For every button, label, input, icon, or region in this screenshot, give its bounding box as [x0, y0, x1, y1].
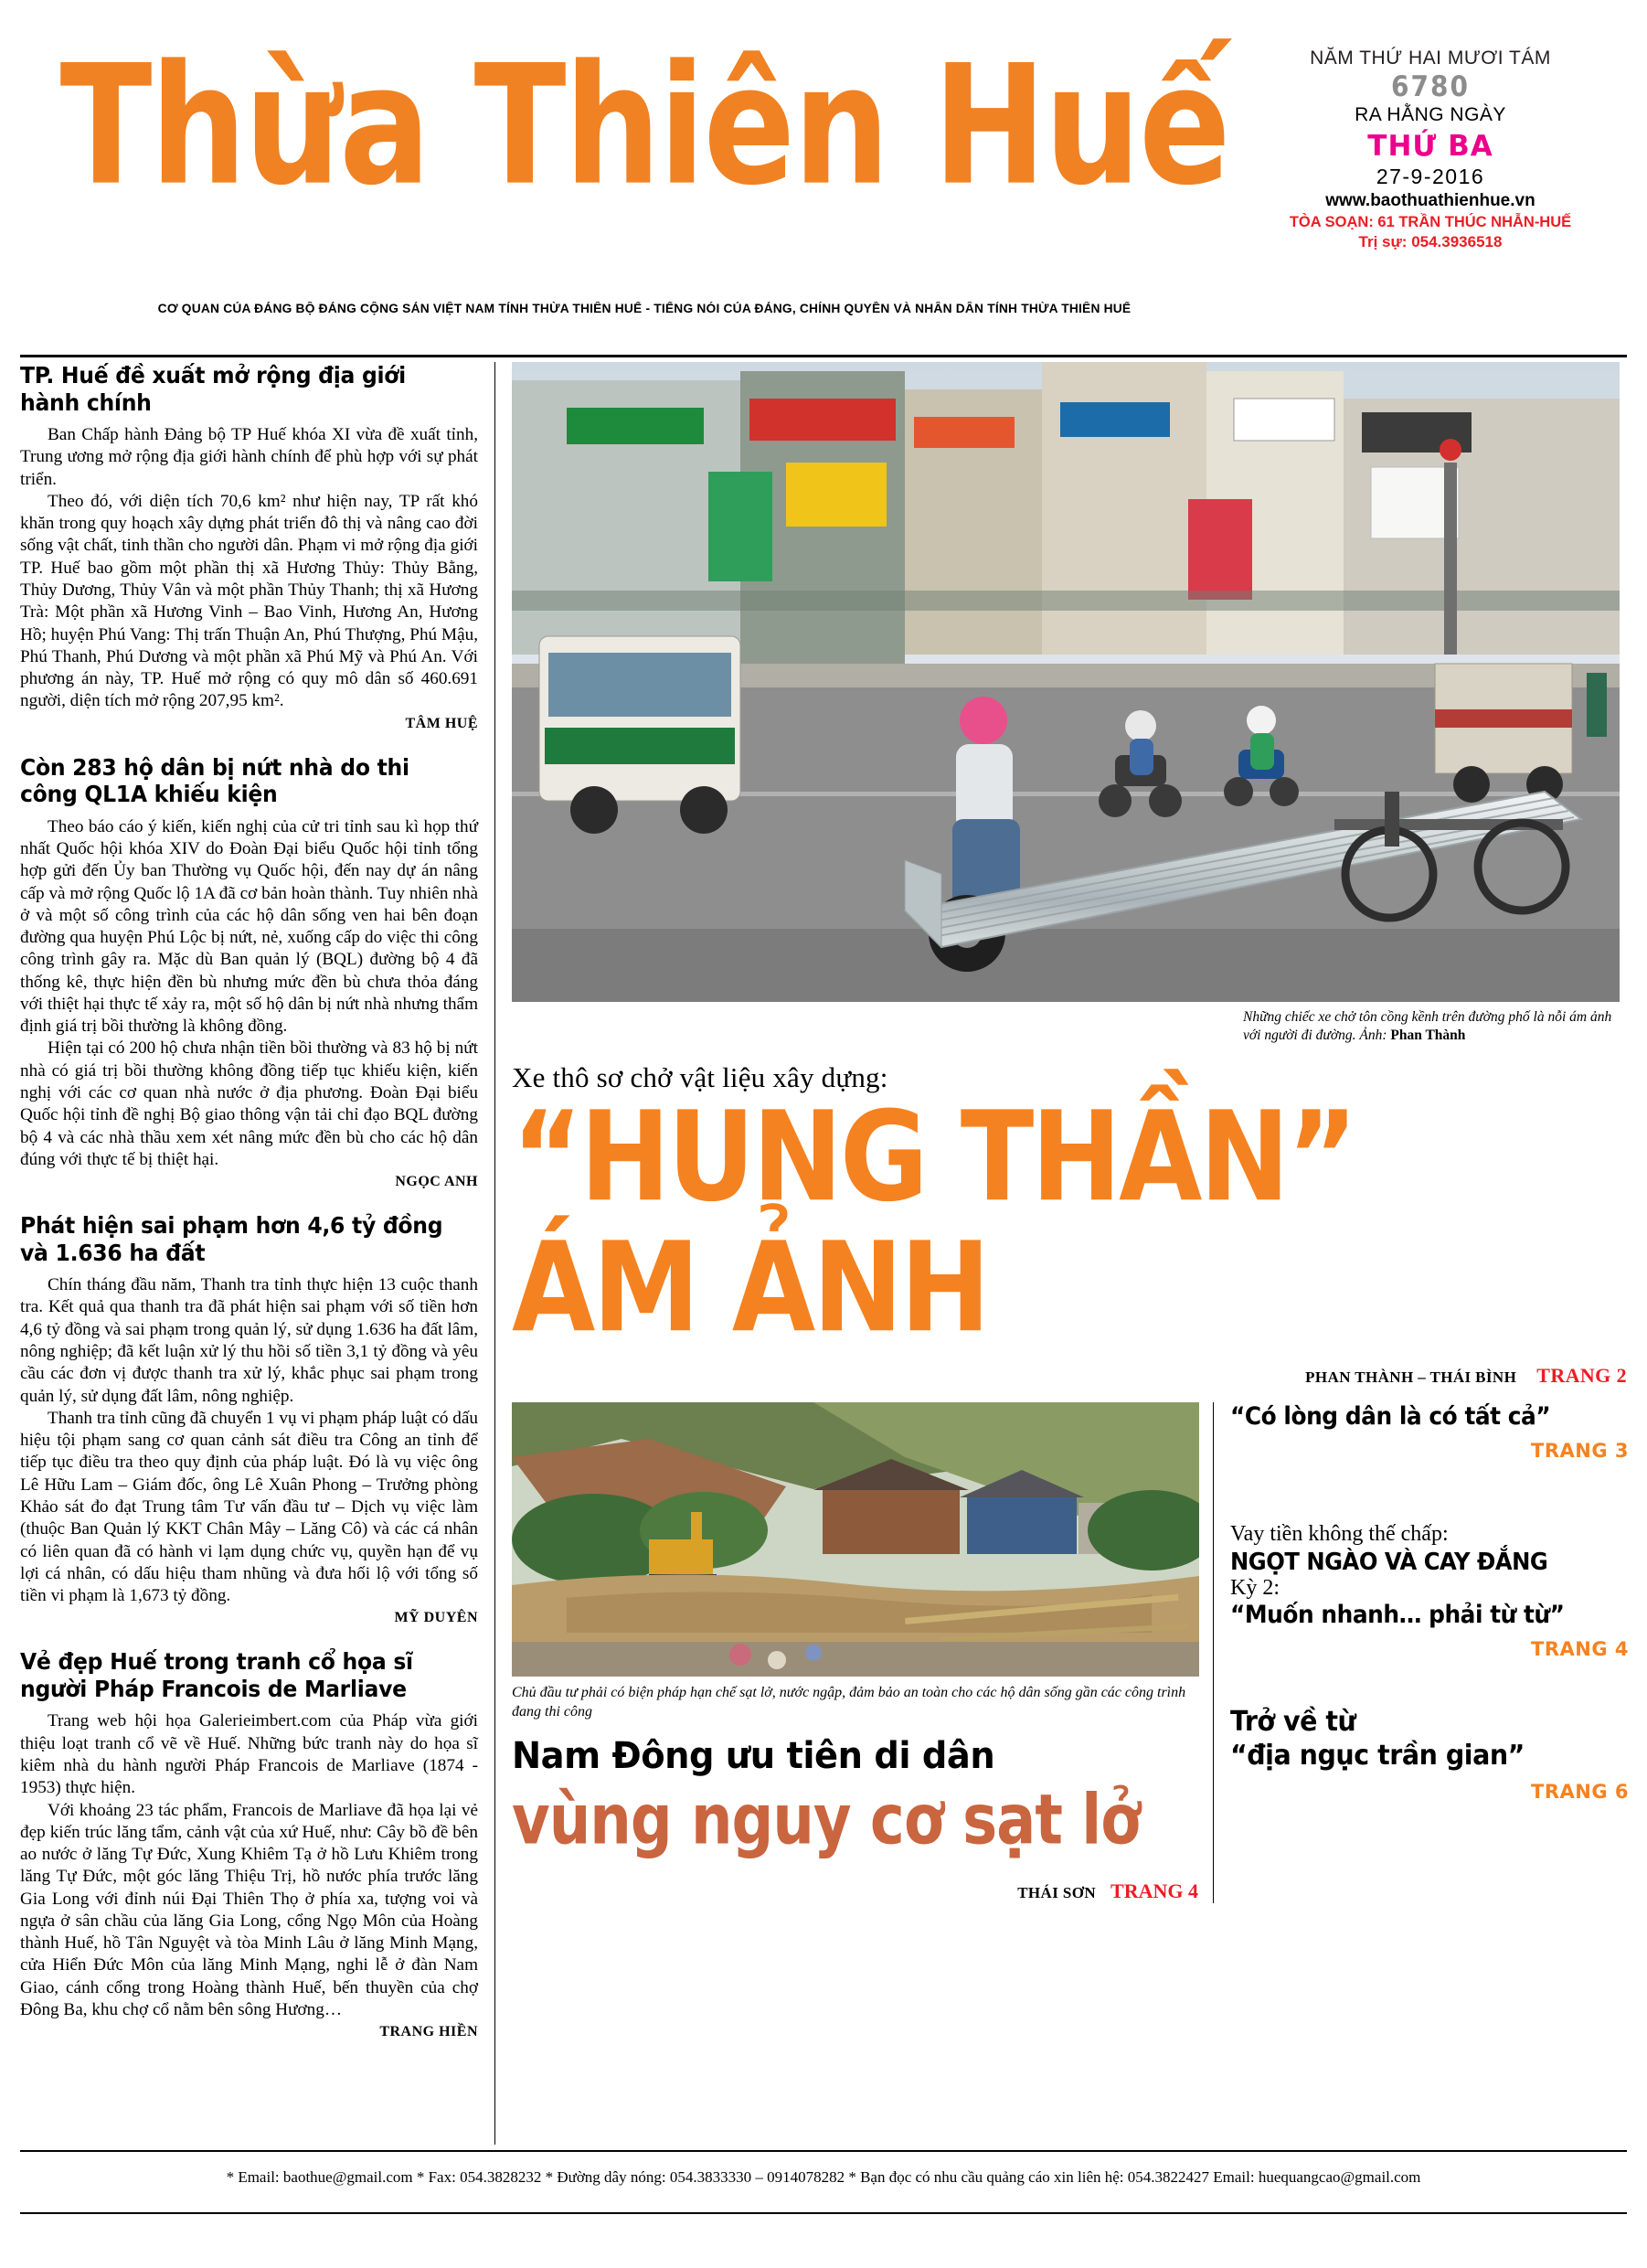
lead-authors: PHAN THÀNH – THÁI BÌNH: [1305, 1368, 1517, 1387]
article-paragraph: Hiện tại có 200 hộ chưa nhận tiền bồi thường và 83 hộ bị nứt nhà có giá trị bồi thường không đồng tiếp tục khiếu kiện, kiến nghị với các cơ quan nhà nước ở địa phương. Đoàn Đại biểu Quốc hội tỉnh đề nghị Bộ giao thông vận tải chỉ đạo BQL đường bộ 4 và các nhà thầu xem xét nâng mức đền bù cho các hộ dân đúng với thực tế bị thiệt hại.: [20, 1038, 478, 1169]
second-credit-row: [512, 1879, 1198, 1903]
article-headline: Còn 283 hộ dân bị nứt nhà do thi công QL1A khiếu kiện: [20, 753, 409, 808]
office-phone: Trị sự: 054.3936518: [1358, 233, 1503, 250]
article-paragraph: Theo đó, với diện tích 70,6 km² như hiện nay, TP rất khó khăn trong quy hoạch xây dựng phát triển đô thị và nâng cao đời sống vật chất, tinh thần cho người dân. Phạm vi mở rộng địa giới TP. Huế bao gồm một phần thị xã Hương Thủy: Thủy Bằng, Thủy Dương, Thủy Vân và một phần Thủy Thanh; thị xã Hương Trà: Một phần xã Hương Vinh – Bao Vinh, Hương An, Hương Hồ; huyện Phú Vang: Thị trấn Thuận An, Phú Thượng, Phú Mậu, Phú Thanh, Phú Dương và một phần xã Phú Mỹ và Phú An. Với phương án này, TP. Huế mở rộng có quy mô dân số 460.691 người, diện tích mở rộng 207,95 km².: [20, 491, 478, 711]
teaser-page-ref[interactable]: TRANG 3: [1531, 1440, 1629, 1463]
publication-date: 27-9-2016: [1376, 165, 1485, 188]
article-tranh-co-marliave[interactable]: [20, 1648, 478, 2040]
teaser-spacer: [1230, 1471, 1629, 1522]
lead-page-ref[interactable]: TRANG 2: [1536, 1364, 1627, 1388]
newspaper-title: Thừa Thiên Huế: [59, 29, 1229, 222]
second-photo-caption: Chủ đầu tư phải có biện pháp hạn chế sạt lở, nước ngập, đảm bảo an toàn cho các hộ dân sống gần các công trình đang thi công: [512, 1685, 1186, 1720]
masthead: [0, 0, 1647, 315]
article-paragraph: Chín tháng đầu năm, Thanh tra tỉnh thực hiện 13 cuộc thanh tra. Kết quả qua thanh tra đã phát hiện sai phạm với số tiền hơn 4,6 tỷ đồng và sai phạm trong quản lý, sử dụng 1.636 ha đất lâm, nông nghiệp; đã kết luận xử lý thu hồi số tiền 3,1 tỷ đồng và yêu cầu các đơn vị được thanh tra xử lý, khắc phục sai phạm trong quản lý, sử dụng đất lâm, nông nghiệp.: [20, 1275, 478, 1406]
article-byline: TÂM HUỆ: [405, 715, 478, 731]
newspaper-logo: [55, 29, 1234, 222]
article-283-ho-dan[interactable]: [20, 754, 478, 1191]
footer-divider-top: [20, 2150, 1627, 2152]
second-headline: Nam Đông ưu tiên di dân: [512, 1734, 995, 1777]
second-page-ref[interactable]: TRANG 4: [1110, 1879, 1198, 1902]
lead-photo-caption: [1243, 1008, 1627, 1045]
teaser-quote: “Có lòng dân là có tất cả”: [1230, 1402, 1551, 1432]
issue-number: 6780: [1391, 69, 1470, 103]
second-author: THÁI SƠN: [1017, 1883, 1097, 1901]
article-paragraph: Với khoảng 23 tác phẩm, Francois de Marliave đã họa lại vẻ đẹp kiến trúc lăng tẩm, cảnh vật của xứ Huế, như: Cây bồ đề bên ao nước ở lăng Tự Đức, Xung Khiêm Tạ ở hồ Lưu Khiêm trong lăng Tự Đức, một góc lăng Thiệu Trị, hồ nước phía trước lăng Gia Long với đỉnh núi Đại Thiên Thọ ở phía xa, tượng voi và ngựa ở sân chầu của lăng Gia Long, cổng Ngọ Môn của Hoàng thành Huế, hồ Tân Nguyệt và tòa Minh Lâu ở lăng Minh Mạng, cửa Hiển Đức Môn của lăng Minh Mạng, nghi lễ ở đàn Nam Giao, cánh cổng trong Hoàng thành Huế, bến thuyền của chợ Đông Ba, khu chợ cổ nằm bên sông Hương…: [20, 1800, 478, 2020]
lead-headline-line2: ÁM ẢNH: [512, 1214, 988, 1360]
lead-headline-line1: “HUNG THẦN”: [512, 1084, 1355, 1230]
masthead-divider: [20, 355, 1627, 357]
article-headline: Phát hiện sai phạm hơn 4,6 tỷ đồng và 1.636 ha đất: [20, 1212, 443, 1266]
footer-contact: * Email: baothue@gmail.com * Fax: 054.3828232 * Đường dây nóng: 054.3833330 – 0914078282 * Bạn đọc có nhu cầu quảng cáo xin liên hệ: 054.3822427 Email: huequangcao@gmail.com: [226, 2168, 1421, 2186]
frequency-label: RA HẰNG NGÀY: [1355, 104, 1506, 125]
lead-credit-row: [512, 1364, 1627, 1388]
teaser-episode: Kỳ 2:: [1230, 1576, 1280, 1601]
teaser-line2: “địa ngục trần gian”: [1230, 1740, 1525, 1773]
teaser-tro-ve-tu[interactable]: [1230, 1706, 1629, 1803]
article-headline: TP. Huế đề xuất mở rộng địa giới hành chính: [20, 362, 406, 416]
article-paragraph: Theo báo cáo ý kiến, kiến nghị của cử tri tỉnh sau kì họp thứ nhất Quốc hội khóa XIV do Đoàn Đại biểu Quốc hội tỉnh tổng hợp gửi đến Ủy ban Thường vụ Quốc hội, đến nay dự án nâng cấp và mở rộng Quốc lộ 1A đã cơ bản hoàn thành. Tuy nhiên nhà ở và một số công trình của các hộ dân sống ven hai bên đoạn đường qua huyện Phú Lộc bị nứt, nẻ, xuống cấp do việc thi công công trình gây ra. Mặc dù Ban quản lý (BQL) đường bộ 4 đã thống kê, thực hiện đền bù nhưng mức đền bù chưa thỏa đáng với thiệt hại thực tế xảy ra, một số hộ dân bị nứt nhà nhưng thẩm định giá trị bồi thường là không đồng.: [20, 816, 478, 1037]
masthead-info-block: [1234, 48, 1627, 251]
article-tp-hue-dia-gioi[interactable]: [20, 362, 478, 732]
website-url[interactable]: www.baothuathienhue.vn: [1325, 191, 1535, 210]
teaser-kicker: Vay tiền không thế chấp:: [1230, 1522, 1449, 1547]
photo-credit: Phan Thành: [1390, 1028, 1466, 1044]
teaser-series-title: NGỌT NGÀO VÀ CAY ĐẮNG: [1230, 1549, 1548, 1577]
second-subheadline: vùng nguy cơ sạt lở: [512, 1780, 1141, 1860]
year-label: NĂM THỨ HAI MƯƠI TÁM: [1310, 48, 1551, 69]
masthead-slogan: CƠ QUAN CỦA ĐẢNG BỘ ĐẢNG CỘNG SẢN VIỆT NAM TỈNH THỪA THIÊN HUẾ - TIẾNG NÓI CỦA ĐẢNG, CHÍNH QUYỀN VÀ NHÂN DÂN TỈNH THỪA THIÊN HUẾ: [157, 302, 1132, 315]
landslide-site-illustration: [512, 1402, 1199, 1677]
weekday-label: THỨ BA: [1367, 130, 1493, 163]
footer-divider-bottom: [20, 2212, 1627, 2214]
second-photo: [512, 1402, 1199, 1677]
article-paragraph: Thanh tra tỉnh cũng đã chuyển 1 vụ vi phạm pháp luật có dấu hiệu tội phạm sang cơ quan cảnh sát điều tra Công an tỉnh để tiếp tục điều tra theo quy định của pháp luật. Đó là vụ việc ông Lê Hữu Lam – Giám đốc, ông Lê Xuân Phong – Trưởng phòng Khảo sát đo đạt Trung tâm Tư vấn đầu tư – Dịch vụ việc làm (thuộc Ban Quản lý KKT Chân Mây – Lăng Cô) và các cá nhân có liên quan đã có hành vi lạm dụng chức vụ, quyền hạn để vụ lợi cá nhân, có dấu hiệu tham nhũng và đưa hối lộ với tổng số tiền vi phạm là 1,673 tỷ đồng.: [20, 1408, 478, 1606]
teaser-quote: “Muốn nhanh… phải từ từ”: [1230, 1601, 1565, 1630]
teaser-page-ref[interactable]: TRANG 6: [1531, 1781, 1629, 1804]
feature-column: [495, 362, 1627, 2145]
left-column: [20, 362, 495, 2145]
teaser-column: [1214, 1402, 1629, 1902]
office-address: TÒA SOẠN: 61 TRẦN THÚC NHẪN-HUẾ: [1289, 214, 1572, 230]
caption-text: Những chiếc xe chở tôn cồng kềnh trên đường phố là nỗi ám ảnh với người đi đường. Ảnh:: [1243, 1009, 1612, 1044]
teaser-line1: Trở về từ: [1230, 1706, 1356, 1739]
article-paragraph: Trang web hội họa Galerieimbert.com của Pháp vừa giới thiệu loạt tranh cổ vẽ về Huế. Những bức tranh này do họa sĩ kiêm nhà du hành người Pháp Francois de Marliave (1874 - 1953) thực hiện.: [20, 1711, 478, 1798]
lead-kicker: Xe thô sơ chở vật liệu xây dựng:: [512, 1061, 888, 1094]
article-sai-pham[interactable]: [20, 1212, 478, 1626]
teaser-co-long-dan[interactable]: [1230, 1402, 1629, 1462]
lower-section: [512, 1402, 1627, 1902]
lead-photo: [512, 362, 1620, 1002]
street-scene-illustration: [512, 362, 1620, 1002]
teaser-page-ref[interactable]: TRANG 4: [1531, 1638, 1629, 1661]
second-story[interactable]: [512, 1402, 1214, 1902]
article-paragraph: Ban Chấp hành Đảng bộ TP Huế khóa XI vừa đề xuất tỉnh, Trung ương mở rộng địa giới hành chính để phù hợp với sự phát triển.: [20, 425, 478, 489]
article-byline: NGỌC ANH: [395, 1174, 478, 1190]
article-byline: TRANG HIỀN: [379, 2024, 478, 2040]
main-content: [20, 362, 1627, 2145]
article-headline: Vẻ đẹp Huế trong tranh cổ họa sĩ người Pháp Francois de Marliave: [20, 1648, 413, 1702]
teaser-spacer: [1230, 1669, 1629, 1706]
teaser-vay-tien[interactable]: [1230, 1522, 1629, 1660]
article-byline: MỸ DUYÊN: [394, 1610, 478, 1626]
